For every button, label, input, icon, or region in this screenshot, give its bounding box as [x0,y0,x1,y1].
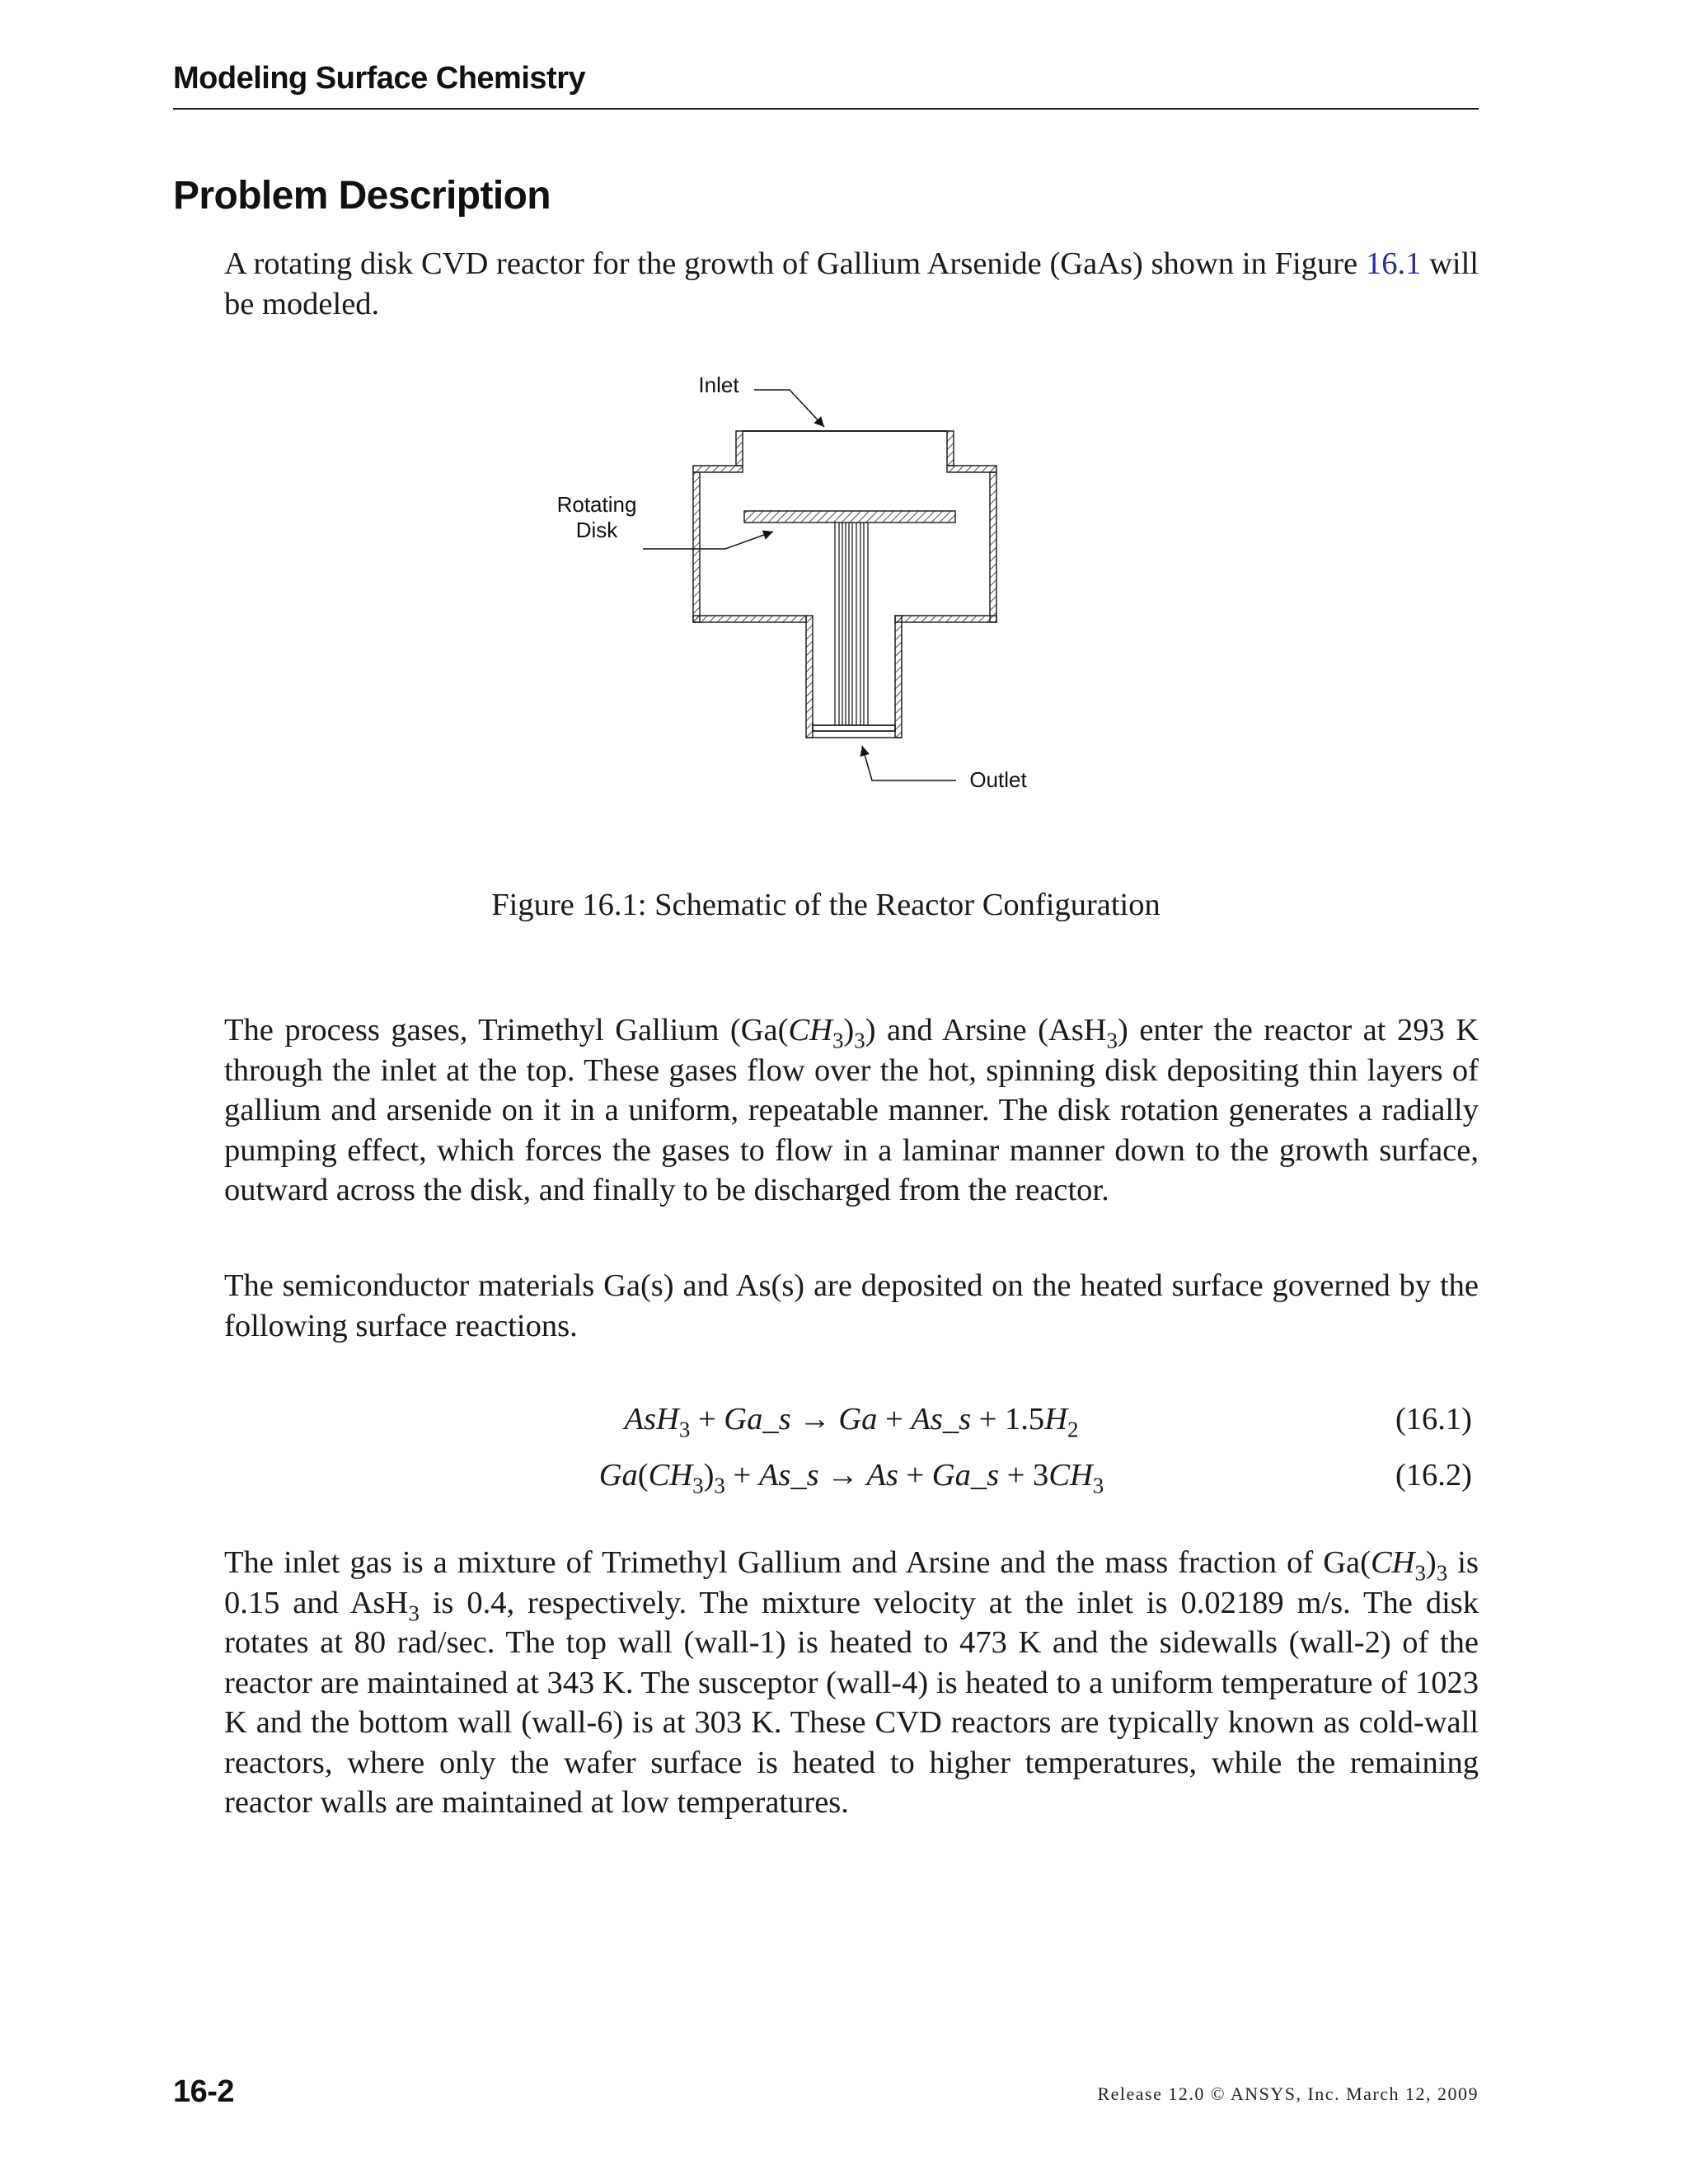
leader-lines [643,390,956,780]
header-rule [173,108,1479,110]
equation-16-2-body: $Ga(CH_3)_3$ + As_s → As + Ga_s + $3CH_3$ [598,1458,1104,1498]
equation-number: (16.1) [1395,1402,1472,1436]
surface-reactions-paragraph: The semiconductor materials Ga(s) and As(s) are deposited on the heated surface governed by the following surface reactions. [224,1268,1479,1343]
equation-16-1-body: AsH$_3$ + Ga_s → Ga + As_s + $1.5H_2$ [624,1402,1079,1442]
intro-paragraph: A rotating disk CVD reactor for the growth of Gallium Arsenide (GaAs) shown in Figure 16.1 will be modeled. [224,246,1479,321]
section-title: Problem Description [173,174,551,218]
disk-shaft [835,523,868,725]
outlet-label: Outlet [969,767,1027,792]
inlet-label: Inlet [698,373,739,397]
reactor-schematic-figure [544,363,1055,808]
rotating-disk [744,511,955,523]
running-title: Modeling Surface Chemistry [173,61,586,96]
equation-16-2 [224,1457,1479,1498]
reactor-walls [693,431,996,738]
rotating-disk-label: Rotating Disk [556,492,637,542]
release-note: Release 12.0 © ANSYS, Inc. March 12, 2009 [1097,2083,1479,2104]
reactor-schematic [544,363,1055,808]
process-gases-paragraph: The process gases, Trimethyl Gallium $(Ga(CH_3)_3)$ and Arsine (AsH$_3$) enter the reactor at 293 K through the inlet at the top. These gases flow over the hot, spinning disk depositing thin layers of gallium and arsenide on it in a uniform, repeatable manner. The disk rotation generates a radially pumping effect, which forces the gases to flow in a laminar manner down to the growth surface, outward across the disk, and finally to be discharged from the reactor. [224,1013,1479,1207]
figure-caption: Figure 16.1: Schematic of the Reactor Configuration [491,888,1160,922]
page-number: 16-2 [173,2074,235,2109]
figure-reference-link[interactable]: 16.1 [1365,246,1422,281]
inlet-conditions-paragraph: The inlet gas is a mixture of Trimethyl Gallium and Arsine and the mass fraction of $Ga(CH_3)_3$ is 0.15 and AsH$_3$ is 0.4, respectively. The mixture velocity at the inlet is 0.02189 m/s. The disk rotates at 80 rad/sec. The top wall (wall-1) is heated to 473 K and the sidewalls (wall-2) of the reactor are maintained at 343 K. The susceptor (wall-4) is heated to a uniform temperature of 1023 K and the bottom wall (wall-6) is at 303 K. These CVD reactors are typically known as cold-wall reactors, where only the wafer surface is heated to higher temperatures, while the remaining reactor walls are maintained at low temperatures. [224,1545,1479,1820]
equation-16-1 [224,1401,1479,1442]
equation-number: (16.2) [1395,1458,1472,1493]
